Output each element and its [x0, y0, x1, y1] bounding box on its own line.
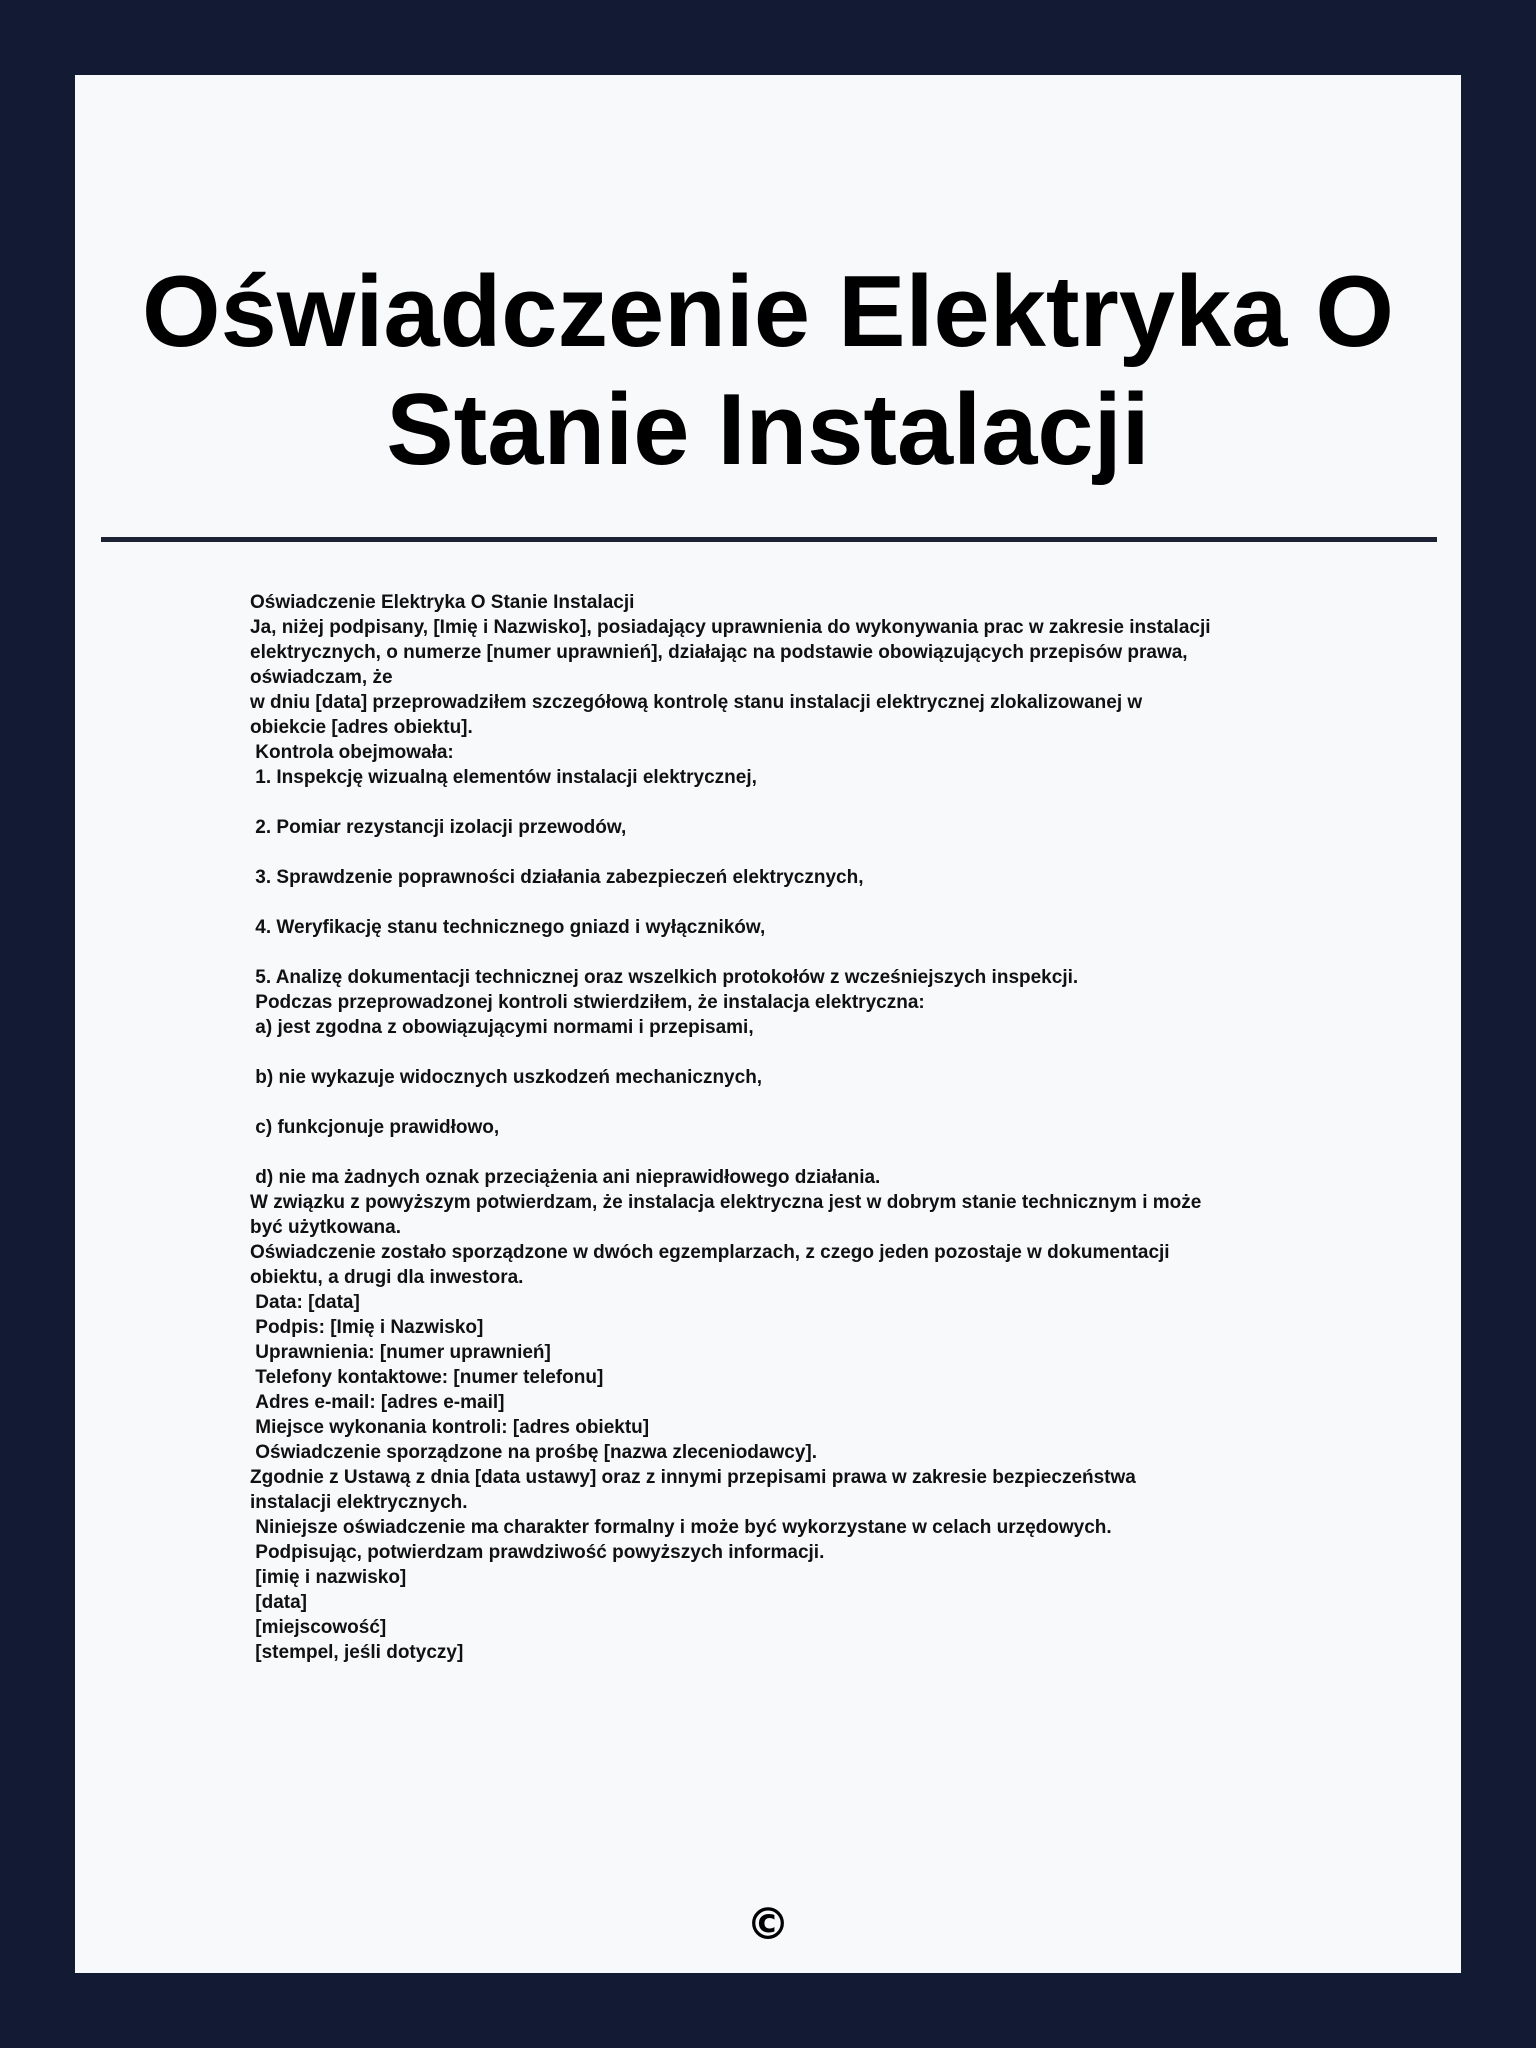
title-divider — [101, 537, 1437, 542]
document-title: Oświadczenie Elektryka O Stanie Instalacji — [142, 256, 1394, 486]
copyright-icon: © — [746, 1899, 790, 1950]
document-page — [75, 75, 1461, 1973]
document-body: Oświadczenie Elektryka O Stanie Instalacji Ja, niżej podpisany, [Imię i Nazwisko], posiadający uprawnienia do wykonywania prac w zakresie instalacji elektrycznych, o numerze [numer uprawnień], działając na podstawie obowiązujących przepisów prawa, oświadczam, że w dniu [data] przeprowadziłem szczegółową kontrolę stanu instalacji elektrycznej zlokalizowanej w obiekcie [adres obiektu]. Kontrola obejmowała: 1. Inspekcję wizualną elementów instalacji elektrycznej, 2. Pomiar rezystancji izolacji przewodów, 3. Sprawdzenie poprawności działania zabezpieczeń elektrycznych, 4. Weryfikację stanu technicznego gniazd i wyłączników, 5. Analizę dokumentacji technicznej oraz wszelkich protokołów z wcześniejszych inspekcji. Podczas przeprowadzonej kontroli stwierdziłem, że instalacja elektryczna: a) jest zgodna z obowiązującymi normami i przepisami, b) nie wykazuje widocznych uszkodzeń mechanicznych, c) funkcjonuje prawidłowo, d) nie ma żadnych oznak przeciążenia ani nieprawidłowego działania. W związku z powyższym potwierdzam, że instalacja elektryczna jest w dobrym stanie technicznym i może być użytkowana. Oświadczenie zostało sporządzone w dwóch egzemplarzach, z czego jeden pozostaje w dokumentacji obiektu, a drugi dla inwestora. Data: [data] Podpis: [Imię i Nazwisko] Uprawnienia: [numer uprawnień] Telefony kontaktowe: [numer telefonu] Adres e-mail: [adres e-mail] Miejsce wykonania kontroli: [adres obiektu] Oświadczenie sporządzone na prośbę [nazwa zleceniodawcy]. Zgodnie z Ustawą z dnia [data ustawy] oraz z innymi przepisami prawa w zakresie bezpieczeństwa instalacji elektrycznych. Niniejsze oświadczenie ma charakter formalny i może być wykorzystane w celach urzędowych. Podpisując, potwierdzam prawdziwość powyższych informacji. [imię i nazwisko] [data] [miejscowość] [stempel, jeśli dotyczy] — [250, 592, 1211, 1663]
